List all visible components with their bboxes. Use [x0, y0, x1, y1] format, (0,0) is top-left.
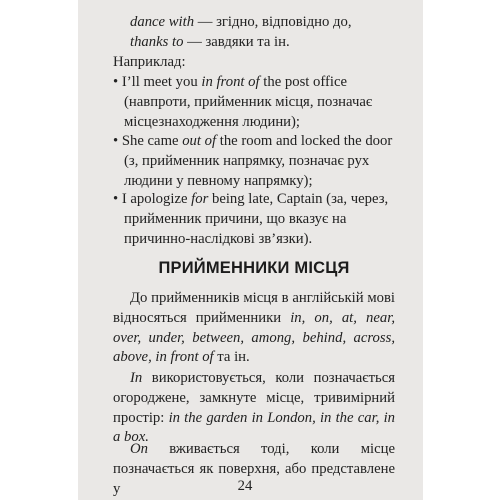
bullet-text-plain: She came	[121, 133, 183, 149]
example-label: Наприклад:	[113, 54, 186, 70]
term: thanks to	[130, 34, 184, 50]
paragraph-italic: In	[130, 370, 143, 386]
bullet-item-1	[113, 73, 406, 132]
paragraph-prepositions-list	[113, 289, 395, 368]
paragraph-in-usage	[113, 369, 395, 448]
bullet-text-plain: I’ll meet you	[121, 74, 202, 90]
bullet-mark: •	[113, 133, 119, 149]
bullet-text-plain: being late, Captain (за, через, прийменник причини, що вказує на причинно-наслідкові зв’язки).	[124, 191, 389, 247]
continuation-line-2	[113, 33, 395, 53]
bullet-text-italic: out of	[182, 133, 217, 149]
section-heading: ПРИЙМЕННИКИ МІСЦЯ	[158, 259, 350, 277]
paragraph-text: та ін.	[213, 349, 250, 366]
paragraph-text: використовується, коли позначається огороджене, замкнуте місце, тривимірний простір:	[113, 370, 395, 426]
bullet-item-3	[113, 190, 406, 249]
term-definition: — завдяки та ін.	[183, 34, 290, 50]
paragraph-text: До прийменників місця в англійській мові відносяться прийменники	[113, 290, 395, 326]
bullet-text-italic: for	[191, 191, 209, 207]
bullet-text-plain: I apologize	[121, 191, 192, 207]
paragraph-italic: in, on, at, near, over, under, between, among, behind, across, above, in front of	[113, 309, 395, 366]
term: dance with	[130, 14, 195, 30]
bullet-text-plain: the post office (навпроти, прийменник місця, позначає місцезнаходження людини);	[124, 74, 373, 130]
bullet-mark: •	[113, 191, 119, 207]
term-definition: — згідно, відповідно до,	[194, 14, 352, 30]
bullet-item-2	[113, 132, 406, 191]
bullet-mark: •	[113, 74, 119, 90]
page-number: 24	[237, 478, 253, 494]
bullet-text-plain: the room and locked the door (з, прийменник напрямку, позначає рух людини у певному напрямку);	[124, 133, 393, 189]
paragraph-text: вживається тоді, коли місце позначається як поверхня, або представлене у	[113, 441, 395, 497]
paragraph-italic: On	[130, 441, 148, 457]
continuation-line-1	[113, 13, 395, 33]
paragraph-italic: in the garden in London, in the car, in a box.	[113, 409, 395, 446]
bullet-text-italic: in front of	[201, 74, 260, 90]
